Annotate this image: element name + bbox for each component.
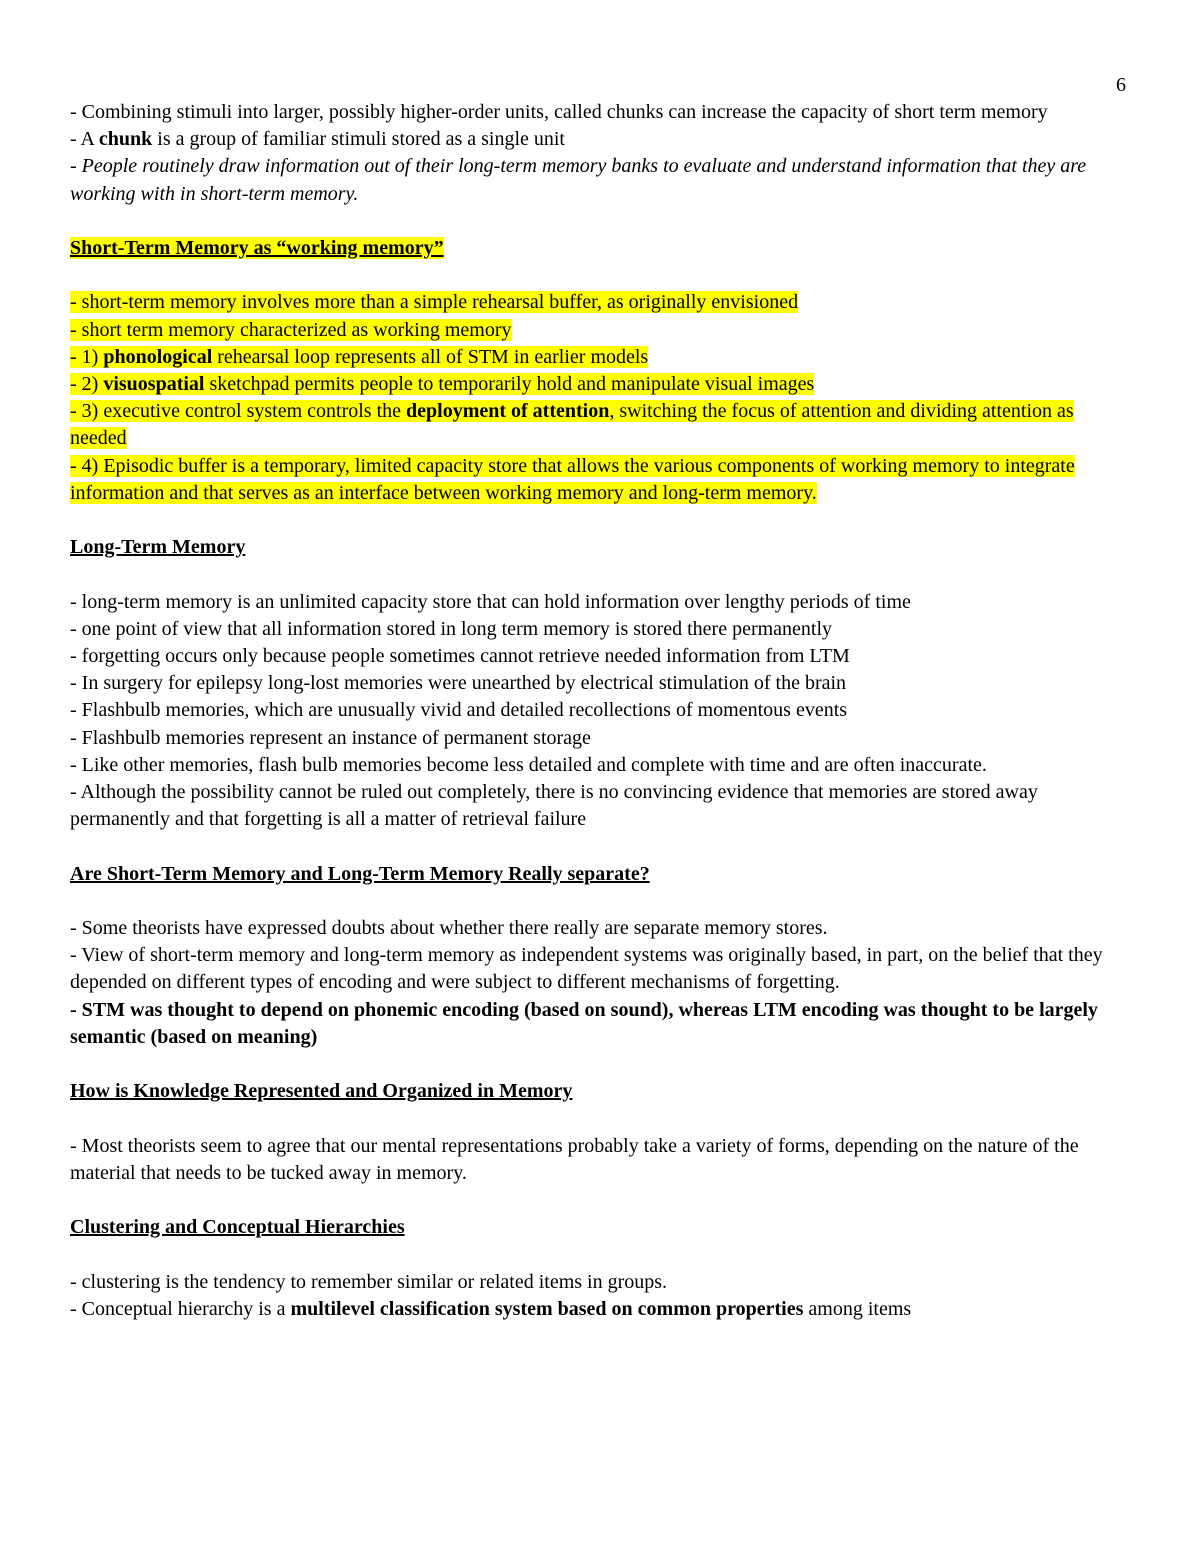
wm-bullet-2: - short term memory characterized as working memory	[70, 318, 512, 341]
hierarchy-definition: multilevel classification system based on common properties	[290, 1297, 804, 1320]
separate-bullet-2: - View of short-term memory and long-term memory as independent systems was originally based, in part, on the belief that they depended on different types of encoding and were subject to different mechanisms of forgetting.	[70, 944, 1103, 994]
page-number: 6	[1116, 74, 1126, 96]
ltm-item: - Although the possibility cannot be ruled out completely, there is no convincing evidence that memories are stored away permanently and that forgetting is all a matter of retrieval failure	[70, 781, 1038, 831]
ltm-item: - one point of view that all information stored in long term memory is stored there permanently	[70, 617, 833, 640]
document-body	[70, 99, 1115, 1323]
ltm-item: - long-term memory is an unlimited capacity store that can hold information over lengthy periods of time	[70, 590, 911, 613]
intro-chunks-capacity: - Combining stimuli into larger, possibly higher-order units, called chunks can increase the capacity of short term memory	[70, 101, 1048, 123]
wm-bullet-episodic: - 4) Episodic buffer is a temporary, limited capacity store that allows the various components of working memory to integrate information and that serves as an interface between working memory and long-term memory.	[70, 454, 1075, 504]
knowledge-bullet-1: - Most theorists seem to agree that our mental representations probably take a variety of forms, depending on the nature of the material that needs to be tucked away in memory.	[70, 1134, 1079, 1184]
wm-bullet-executive: - 3) executive control system controls the deployment of attention, switching the focus of attention and dividing attention as needed	[70, 400, 1074, 450]
heading-working-memory: Short-Term Memory as “working memory”	[70, 237, 444, 259]
ltm-item: - forgetting occurs only because people sometimes cannot retrieve needed information from LTM	[70, 645, 850, 667]
heading-knowledge-representation: How is Knowledge Represented and Organized in Memory	[70, 1080, 573, 1103]
wm-bullet-visuospatial: - 2) visuospatial sketchpad permits people to temporarily hold and manipulate visual images	[70, 373, 815, 395]
clustering-bullet-1: - clustering is the tendency to remember similar or related items in groups.	[70, 1270, 668, 1293]
clustering-bullet-hierarchy: - Conceptual hierarchy is a multilevel classification system based on common properties among items	[70, 1297, 912, 1320]
separate-bullet-encoding: - STM was thought to depend on phonemic encoding (based on sound), whereas LTM encoding was thought to be largely semantic (based on meaning)	[70, 998, 1098, 1048]
wm-bullet-phonological: - 1) phonological rehearsal loop represents all of STM in earlier models	[70, 345, 649, 368]
ltm-item: - In surgery for epilepsy long-lost memories were unearthed by electrical stimulation of the brain	[70, 672, 847, 695]
separate-bullet-1: - Some theorists have expressed doubts about whether there really are separate memory stores.	[70, 917, 828, 939]
ltm-item: - Like other memories, flash bulb memories become less detailed and complete with time and are often inaccurate.	[70, 753, 987, 776]
intro-ltm-note: - People routinely draw information out of their long-term memory banks to evaluate and understand information that they are working with in short-term memory.	[70, 155, 1087, 205]
heading-stm-ltm-separate: Are Short-Term Memory and Long-Term Memory Really separate?	[70, 862, 650, 885]
ltm-item: - Flashbulb memories represent an instance of permanent storage	[70, 726, 591, 749]
chunk-term: chunk	[98, 128, 153, 151]
heading-clustering: Clustering and Conceptual Hierarchies	[70, 1216, 405, 1239]
heading-long-term-memory: Long-Term Memory	[70, 536, 246, 559]
wm-bullet-1: - short-term memory involves more than a simple rehearsal buffer, as originally envisioned	[70, 291, 799, 314]
intro-chunk-definition: - A chunk is a group of familiar stimuli stored as a single unit	[70, 128, 565, 151]
ltm-item: - Flashbulb memories, which are unusually vivid and detailed recollections of momentous events	[70, 699, 848, 722]
